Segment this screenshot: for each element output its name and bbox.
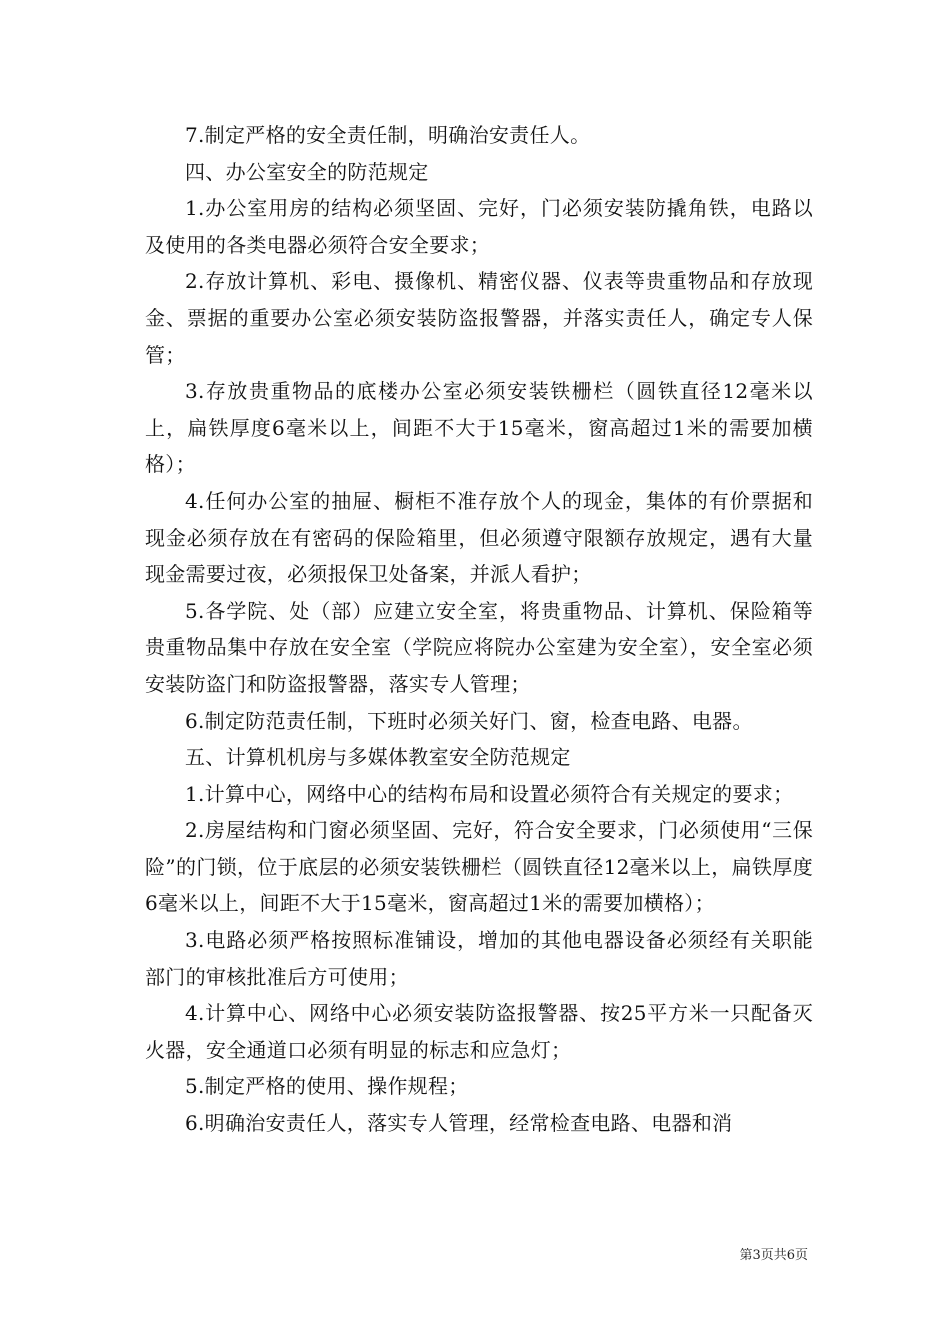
paragraph-office-1: 1.办公室用房的结构必须坚固、完好，门必须安装防撬角铁，电路以及使用的各类电器必须符合安全要求； xyxy=(145,196,813,257)
section-heading-office-security: 四、办公室安全的防范规定 xyxy=(185,159,429,184)
paragraph-computer-2: 2.房屋结构和门窗必须坚固、完好，符合安全要求，门必须使用“三保险”的门锁，位于底层的必须安装铁栅栏（圆铁直径12毫米以上，扁铁厚度6毫米以上，间距不大于15毫米，窗高超过1米的需要加横格）； xyxy=(145,818,813,916)
paragraph-computer-5: 5.制定严格的使用、操作规程； xyxy=(185,1074,469,1099)
paragraph-computer-1: 1.计算中心，网络中心的结构布局和设置必须符合有关规定的要求； xyxy=(185,781,794,806)
paragraph-office-5: 5.各学院、处（部）应建立安全室，将贵重物品、计算机、保险箱等贵重物品集中存放在安全室（学院应将院办公室建为安全室），安全室必须安装防盗门和防盗报警器，落实专人管理； xyxy=(145,598,813,696)
document-body xyxy=(145,117,813,1142)
paragraph-computer-4: 4.计算中心、网络中心必须安装防盗报警器、按25平方米一只配备灭火器，安全通道口必须有明显的标志和应急灯； xyxy=(145,1001,813,1062)
paragraph-office-3: 3.存放贵重物品的底楼办公室必须安装铁栅栏（圆铁直径12毫米以上，扁铁厚度6毫米以上，间距不大于15毫米，窗高超过1米的需要加横格）； xyxy=(145,379,813,477)
paragraph-office-4: 4.任何办公室的抽屉、橱柜不准存放个人的现金，集体的有价票据和现金必须存放在有密码的保险箱里，但必须遵守限额存放规定，遇有大量现金需要过夜，必须报保卫处备案，并派人看护； xyxy=(145,488,813,587)
paragraph-7-responsibility: 7.制定严格的安全责任制，明确治安责任人。 xyxy=(185,123,591,147)
paragraph-computer-3: 3.电路必须严格按照标准铺设，增加的其他电器设备必须经有关职能部门的审核批准后方可使用； xyxy=(145,928,813,989)
section-heading-computer-room: 五、计算机机房与多媒体教室安全防范规定 xyxy=(185,745,571,770)
paragraph-office-2: 2.存放计算机、彩电、摄像机、精密仪器、仪表等贵重物品和存放现金、票据的重要办公室必须安装防盗报警器，并落实责任人，确定专人保管； xyxy=(145,269,813,367)
paragraph-office-6: 6.制定防范责任制，下班时必须关好门、窗，检查电路、电器。 xyxy=(185,708,753,733)
page-number: 第3页共6页 xyxy=(739,1248,808,1263)
paragraph-computer-6: 6.明确治安责任人，落实专人管理，经常检查电路、电器和消 xyxy=(185,1111,733,1136)
